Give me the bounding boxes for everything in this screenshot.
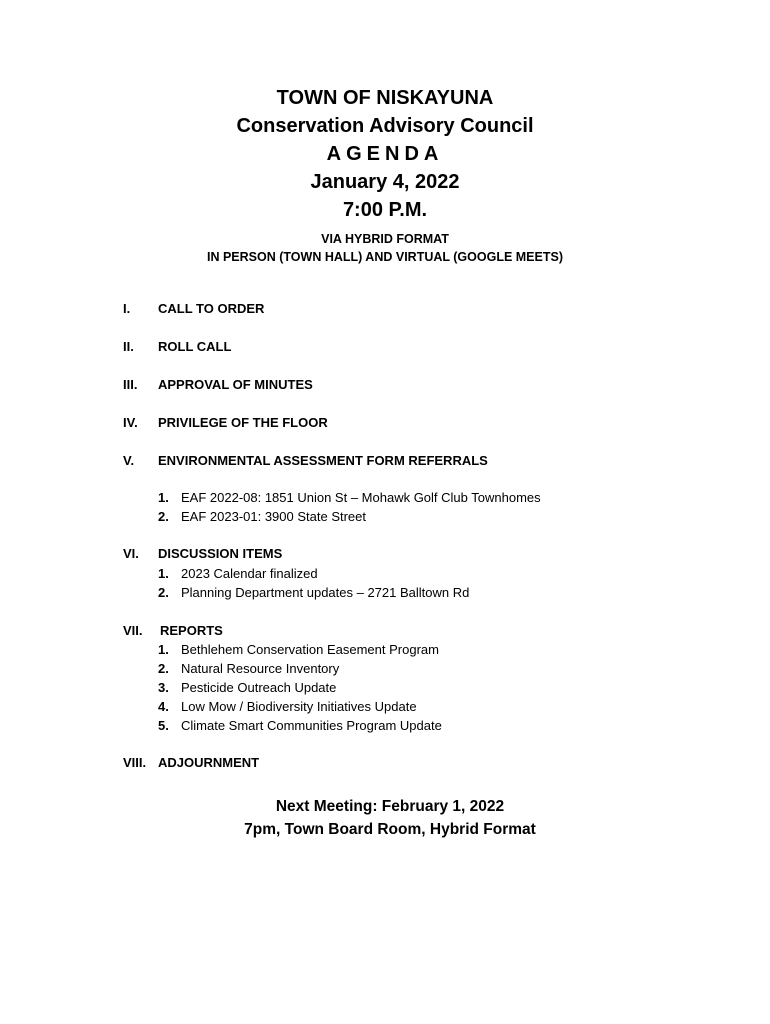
item-number: 2. bbox=[158, 585, 169, 600]
item-text: EAF 2023-01: 3900 State Street bbox=[181, 509, 367, 524]
next-meeting-date: Next Meeting: February 1, 2022 bbox=[275, 798, 505, 815]
item-number: 4. bbox=[158, 699, 169, 714]
item-number: 1. bbox=[158, 490, 169, 505]
section-number: IV. bbox=[123, 415, 138, 430]
section-label: ROLL CALL bbox=[158, 339, 232, 354]
item-text: Climate Smart Communities Program Update bbox=[181, 718, 442, 733]
section-label: DISCUSSION ITEMS bbox=[158, 546, 283, 561]
item-number: 1. bbox=[158, 566, 169, 581]
section-label: REPORTS bbox=[160, 623, 223, 638]
section-label: ENVIRONMENTAL ASSESSMENT FORM REFERRALS bbox=[158, 453, 488, 468]
agenda-title: AGENDA bbox=[326, 143, 444, 165]
item-number: 1. bbox=[158, 642, 169, 657]
section-label: APPROVAL OF MINUTES bbox=[158, 377, 313, 392]
section-label: PRIVILEGE OF THE FLOOR bbox=[158, 415, 328, 430]
next-meeting-info bbox=[0, 795, 770, 841]
meeting-time: 7:00 P.M. bbox=[342, 199, 428, 221]
item-number: 2. bbox=[158, 509, 169, 524]
agenda-header bbox=[0, 84, 770, 266]
item-text: Low Mow / Biodiversity Initiatives Update bbox=[181, 699, 417, 714]
section-number: I. bbox=[123, 301, 131, 316]
item-number: 2. bbox=[158, 661, 169, 676]
item-text: 2023 Calendar finalized bbox=[181, 566, 318, 581]
council-name: Conservation Advisory Council bbox=[236, 115, 534, 137]
meeting-format: VIA HYBRID FORMAT bbox=[321, 232, 449, 246]
meeting-location: IN PERSON (TOWN HALL) AND VIRTUAL (GOOGLE MEETS) bbox=[206, 250, 563, 264]
section-number: V. bbox=[123, 453, 135, 468]
meeting-date: January 4, 2022 bbox=[310, 171, 460, 193]
item-text: Bethlehem Conservation Easement Program bbox=[181, 642, 439, 657]
section-number: VII. bbox=[123, 623, 143, 638]
section-label: ADJOURNMENT bbox=[158, 755, 260, 770]
section-number: VI. bbox=[123, 546, 139, 561]
next-meeting-location: 7pm, Town Board Room, Hybrid Format bbox=[244, 821, 536, 838]
section-label: CALL TO ORDER bbox=[158, 301, 265, 316]
section-number: III. bbox=[123, 377, 138, 392]
item-number: 5. bbox=[158, 718, 169, 733]
section-number: VIII. bbox=[123, 755, 147, 770]
town-name: TOWN OF NISKAYUNA bbox=[276, 87, 494, 109]
item-text: Pesticide Outreach Update bbox=[181, 680, 337, 695]
item-text: Planning Department updates – 2721 Balltown Rd bbox=[181, 585, 470, 600]
item-number: 3. bbox=[158, 680, 169, 695]
item-text: Natural Resource Inventory bbox=[181, 661, 340, 676]
section-number: II. bbox=[123, 339, 134, 354]
item-text: EAF 2022-08: 1851 Union St – Mohawk Golf Club Townhomes bbox=[181, 490, 541, 505]
